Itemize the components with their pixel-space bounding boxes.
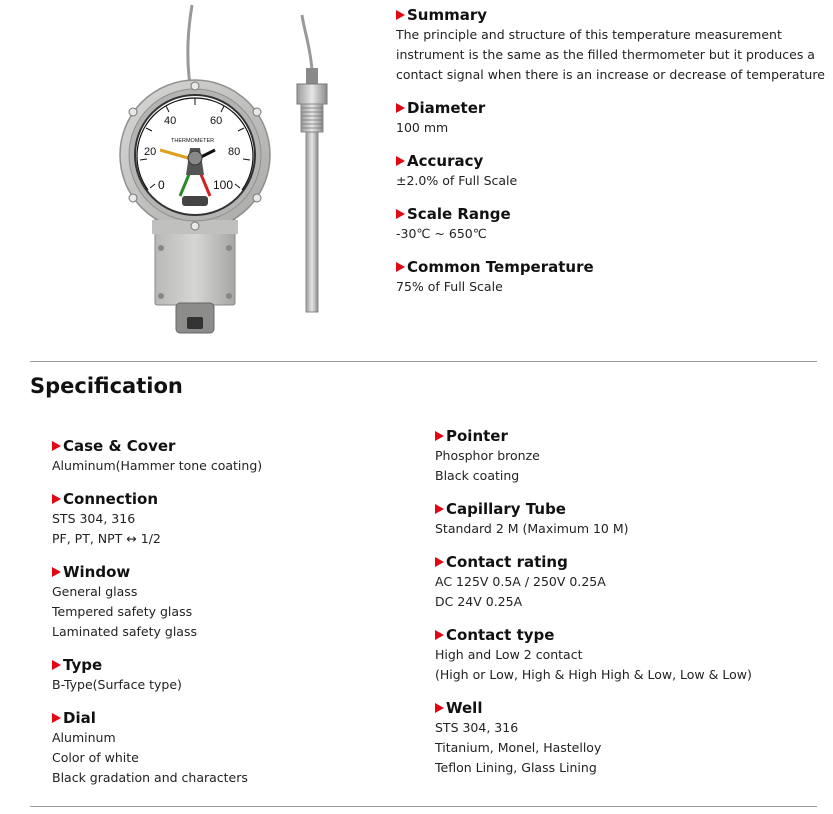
spec-heading: Contact rating	[435, 552, 825, 572]
spec-heading: Case & Cover	[52, 436, 422, 456]
spec-line: General glass	[52, 584, 138, 599]
arrow-icon	[435, 630, 444, 640]
dial-title: THERMOMETER	[171, 138, 215, 144]
arrow-icon	[52, 713, 61, 723]
spec-line: Aluminum	[52, 730, 116, 745]
specification-title: Specification	[30, 374, 183, 398]
spec-line: contact signal when there is an increase or decrease of temperature	[396, 67, 825, 82]
spec-line: Color of white	[52, 750, 139, 765]
dial-label: 0	[158, 178, 165, 192]
spec-heading: Pointer	[435, 426, 825, 446]
spec-line: PF, PT, NPT ↔ 1/2	[52, 531, 161, 546]
spec-line: (High or Low, High & High High & Low, Low & Low)	[435, 667, 752, 682]
arrow-icon	[435, 557, 444, 567]
accuracy-block	[396, 151, 826, 191]
spec-line: Phosphor bronze	[435, 448, 540, 463]
spec-left-column	[52, 436, 422, 801]
section-divider	[30, 361, 817, 362]
spec-line: 100 mm	[396, 120, 449, 135]
arrow-icon	[52, 494, 61, 504]
spec-heading: Dial	[52, 708, 422, 728]
arrow-icon	[396, 10, 405, 20]
spec-line: Aluminum(Hammer tone coating)	[52, 458, 263, 473]
pointer-block	[435, 426, 825, 486]
arrow-icon	[396, 103, 405, 113]
spec-line: ±2.0% of Full Scale	[396, 173, 518, 188]
arrow-icon	[52, 660, 61, 670]
spec-line: -30℃ ~ 650℃	[396, 226, 487, 241]
spec-heading: Connection	[52, 489, 422, 509]
case-cover-block	[52, 436, 422, 476]
spec-line: STS 304, 316	[435, 720, 519, 735]
spec-line: Teflon Lining, Glass Lining	[435, 760, 597, 775]
probe-nut	[297, 84, 327, 104]
dial-block	[52, 708, 422, 788]
arrow-icon	[435, 504, 444, 514]
dial-label: 100	[213, 178, 234, 192]
spec-line: Black coating	[435, 468, 520, 483]
contact-type-block	[435, 625, 825, 685]
spec-line: 75% of Full Scale	[396, 279, 503, 294]
spec-heading: Summary	[396, 5, 826, 25]
spec-heading: Common Temperature	[396, 257, 826, 277]
arrow-icon	[396, 262, 405, 272]
dial-label: 60	[210, 115, 223, 127]
common-temperature-block	[396, 257, 826, 297]
spec-line: Titanium, Monel, Hastelloy	[435, 740, 602, 755]
probe-stem	[306, 132, 318, 312]
spec-heading: Window	[52, 562, 422, 582]
arrow-icon	[435, 703, 444, 713]
spec-line: B-Type(Surface type)	[52, 677, 182, 692]
connection-block	[52, 489, 422, 549]
window-block	[52, 562, 422, 642]
spec-heading: Type	[52, 655, 422, 675]
spec-line: instrument is the same as the filled thermometer but it produces a	[396, 47, 815, 62]
product-image	[110, 0, 360, 340]
arrow-icon	[52, 441, 61, 451]
spec-line: Laminated safety glass	[52, 624, 197, 639]
spec-line: Standard 2 M (Maximum 10 M)	[435, 521, 629, 536]
spec-line: STS 304, 316	[52, 511, 136, 526]
spec-right-column	[435, 426, 825, 791]
arrow-icon	[52, 567, 61, 577]
type-block	[52, 655, 422, 695]
spec-heading: Contact type	[435, 625, 825, 645]
spec-line: AC 125V 0.5A / 250V 0.25A	[435, 574, 606, 589]
section-divider	[30, 806, 817, 807]
spec-heading: Accuracy	[396, 151, 826, 171]
summary-block	[396, 5, 826, 85]
arrow-icon	[435, 431, 444, 441]
spec-heading: Well	[435, 698, 825, 718]
diameter-block	[396, 98, 826, 138]
spec-line: The principle and structure of this temperature measurement	[396, 27, 782, 42]
spec-heading: Scale Range	[396, 204, 826, 224]
contact-rating-block	[435, 552, 825, 612]
arrow-icon	[396, 209, 405, 219]
dial-label: 40	[164, 115, 177, 127]
arrow-icon	[396, 156, 405, 166]
spec-heading: Capillary Tube	[435, 499, 825, 519]
spec-line: DC 24V 0.25A	[435, 594, 523, 609]
scale-range-block	[396, 204, 826, 244]
spec-heading: Diameter	[396, 98, 826, 118]
dial-label: 20	[144, 146, 157, 158]
spec-line: High and Low 2 contact	[435, 647, 583, 662]
dial-label: 80	[228, 146, 241, 158]
spec-line: Tempered safety glass	[52, 604, 193, 619]
spec-line: Black gradation and characters	[52, 770, 248, 785]
well-block	[435, 698, 825, 778]
summary-section	[396, 5, 826, 310]
capillary-tube-block	[435, 499, 825, 539]
